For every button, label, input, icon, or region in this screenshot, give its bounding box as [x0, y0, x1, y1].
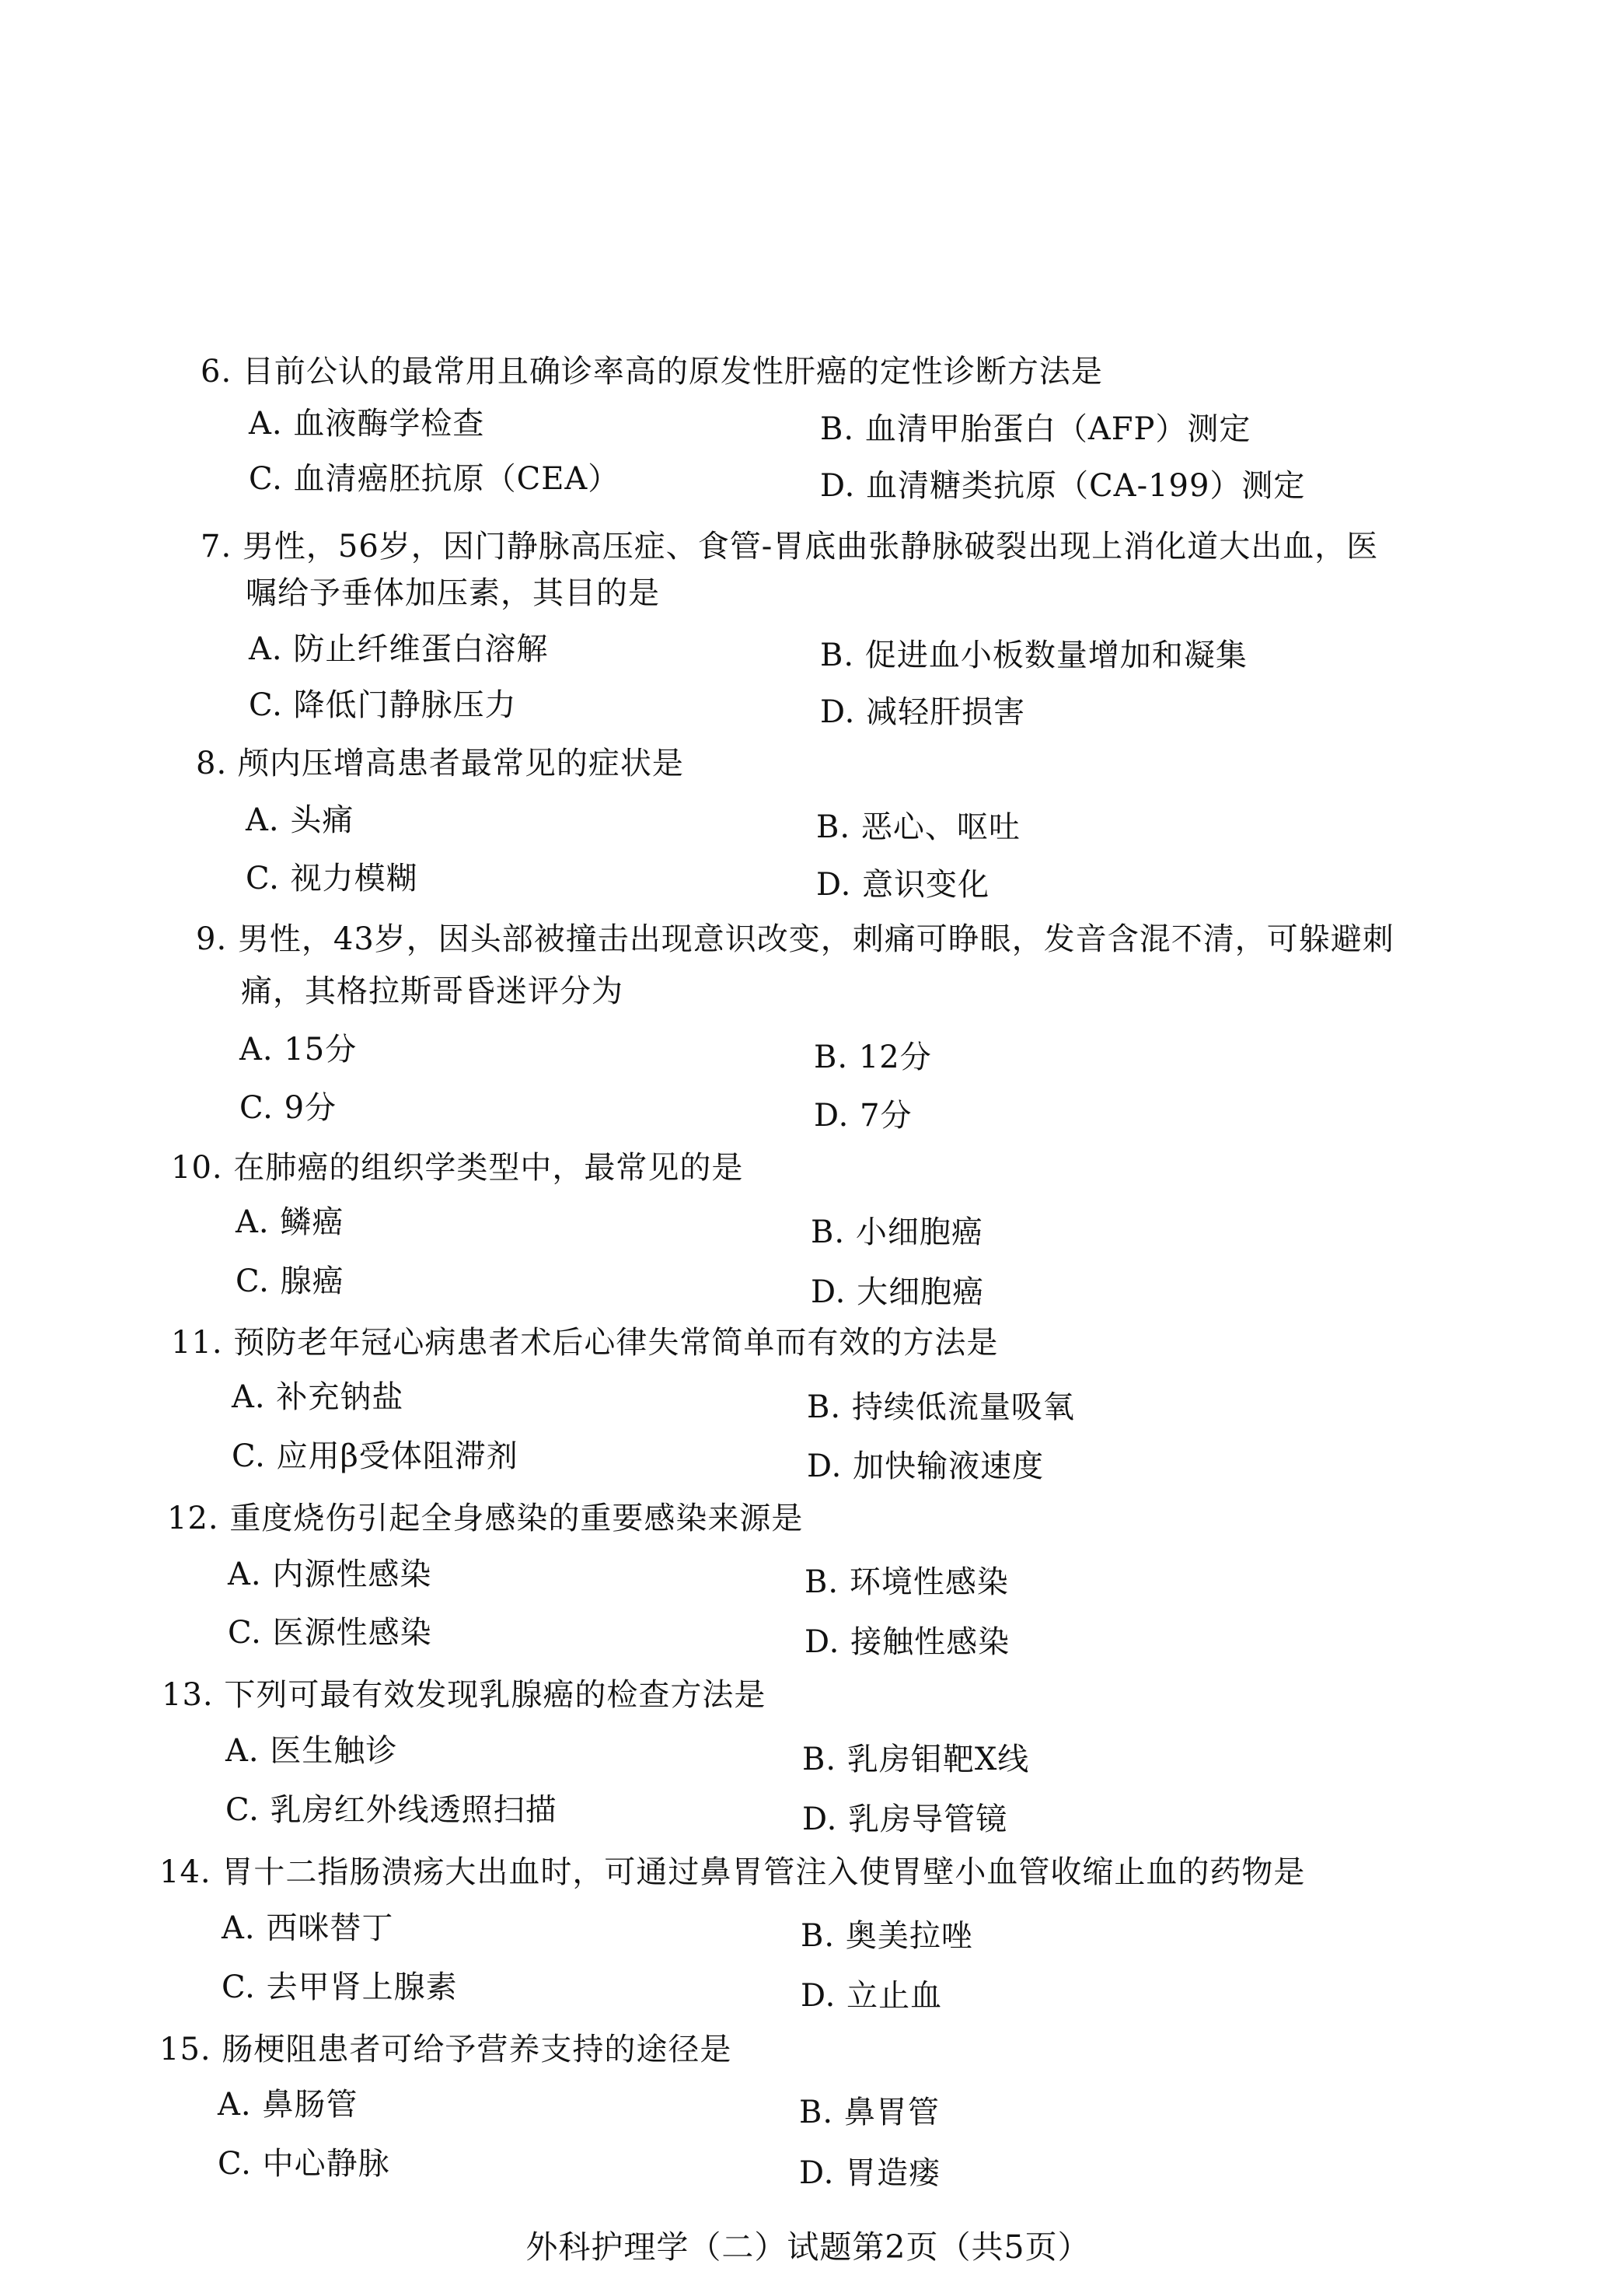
question-15	[159, 2034, 731, 2065]
question-7-continuation: 嘱给予垂体加压素，其目的是	[246, 575, 660, 611]
question-11	[171, 1325, 999, 1361]
option-b: B. 环境性感染	[805, 1564, 1009, 1600]
option-c: C. 中心静脉	[218, 2146, 390, 2182]
option-d: D. 接触性感染	[805, 1624, 1010, 1660]
question-text: 男性，56岁，因门静脉高压症、食管-胃底曲张静脉破裂出现上消化道大出血，医	[242, 529, 1379, 564]
question-text: 男性，43岁，因头部被撞击出现意识改变，刺痛可睁眼，发音含混不清，可躲避刺	[237, 921, 1394, 957]
question-number: 14.	[159, 1854, 211, 1890]
option-a: A. 15分	[239, 1032, 358, 1068]
question-12	[167, 1503, 803, 1534]
question-number: 6.	[201, 354, 232, 390]
option-b: B. 小细胞癌	[811, 1214, 983, 1250]
question-text: 下列可最有效发现乳腺癌的检查方法是	[224, 1677, 766, 1713]
question-text: 胃十二指肠溃疡大出血时，可通过鼻胃管注入使胃壁小血管收缩止血的药物是	[222, 1854, 1306, 1890]
question-9-continuation: 痛，其格拉斯哥昏迷评分为	[241, 973, 623, 1009]
option-c: C. 乳房红外线透照扫描	[225, 1792, 557, 1828]
question-9	[196, 921, 1394, 957]
question-number: 7.	[201, 529, 232, 564]
question-number: 8.	[196, 746, 228, 781]
option-b: B. 持续低流量吸氧	[807, 1389, 1075, 1425]
option-d: D. 大细胞癌	[811, 1274, 985, 1310]
option-c: C. 9分	[239, 1090, 337, 1126]
option-d: D. 意识变化	[816, 867, 990, 903]
option-a: A. 鳞癌	[236, 1204, 344, 1240]
question-13	[162, 1679, 766, 1711]
question-text: 目前公认的最常用且确诊率高的原发性肝癌的定性诊断方法是	[242, 354, 1103, 390]
option-d: D. 血清糖类抗原（CA-199）测定	[820, 468, 1306, 504]
option-b: B. 12分	[814, 1040, 932, 1075]
option-d: D. 立止血	[801, 1978, 943, 2014]
option-d: D. 胃造瘘	[799, 2155, 941, 2191]
question-number: 12.	[167, 1501, 219, 1536]
option-d: D. 7分	[814, 1098, 913, 1134]
option-a: A. 西咪替丁	[222, 1910, 394, 1946]
option-d: D. 乳房导管镜	[802, 1802, 1008, 1837]
option-b: B. 血清甲胎蛋白（AFP）测定	[820, 411, 1251, 447]
option-c: C. 视力模糊	[246, 861, 418, 896]
option-d: D. 减轻肝损害	[820, 694, 1026, 730]
question-number: 10.	[171, 1150, 223, 1186]
option-c: C. 血清癌胚抗原（CEA）	[249, 461, 620, 497]
option-c: C. 应用β受体阻滞剂	[232, 1438, 518, 1474]
option-a: A. 内源性感染	[228, 1557, 432, 1592]
question-7	[201, 531, 1378, 562]
question-8	[196, 748, 684, 779]
option-a: A. 补充钠盐	[232, 1379, 404, 1415]
question-10	[171, 1150, 744, 1186]
option-a: A. 防止纤维蛋白溶解	[249, 631, 549, 667]
option-a: A. 医生触诊	[225, 1733, 398, 1769]
question-number: 15.	[159, 2032, 211, 2067]
question-text: 预防老年冠心病患者术后心律失常简单而有效的方法是	[233, 1325, 999, 1361]
option-c: C. 降低门静脉压力	[249, 687, 517, 723]
page-footer: 外科护理学（二）试题第2页（共5页）	[525, 2228, 1091, 2266]
option-a: A. 鼻肠管	[218, 2087, 358, 2123]
question-number: 9.	[196, 921, 228, 957]
option-c: C. 去甲肾上腺素	[222, 1969, 458, 2005]
option-a: A. 头痛	[246, 802, 354, 838]
option-b: B. 乳房钼靶X线	[802, 1742, 1030, 1777]
option-c: C. 医源性感染	[228, 1615, 432, 1651]
option-c: C. 腺癌	[236, 1263, 344, 1299]
question-text: 重度烧伤引起全身感染的重要感染来源是	[229, 1501, 804, 1536]
question-14	[159, 1854, 1306, 1890]
question-number: 13.	[162, 1677, 214, 1713]
question-text: 颅内压增高患者最常见的症状是	[237, 746, 684, 781]
option-a: A. 血液酶学检查	[249, 406, 485, 442]
option-d: D. 加快输液速度	[807, 1449, 1045, 1484]
option-b: B. 鼻胃管	[799, 2095, 940, 2130]
question-6	[201, 354, 1103, 390]
question-text: 肠梗阻患者可给予营养支持的途径是	[222, 2032, 732, 2067]
question-number: 11.	[171, 1325, 223, 1361]
option-b: B. 奥美拉唑	[801, 1918, 973, 1954]
option-b: B. 恶心、呕吐	[816, 809, 1021, 845]
option-b: B. 促进血小板数量增加和凝集	[820, 638, 1248, 673]
question-text: 在肺癌的组织学类型中，最常见的是	[233, 1150, 744, 1186]
